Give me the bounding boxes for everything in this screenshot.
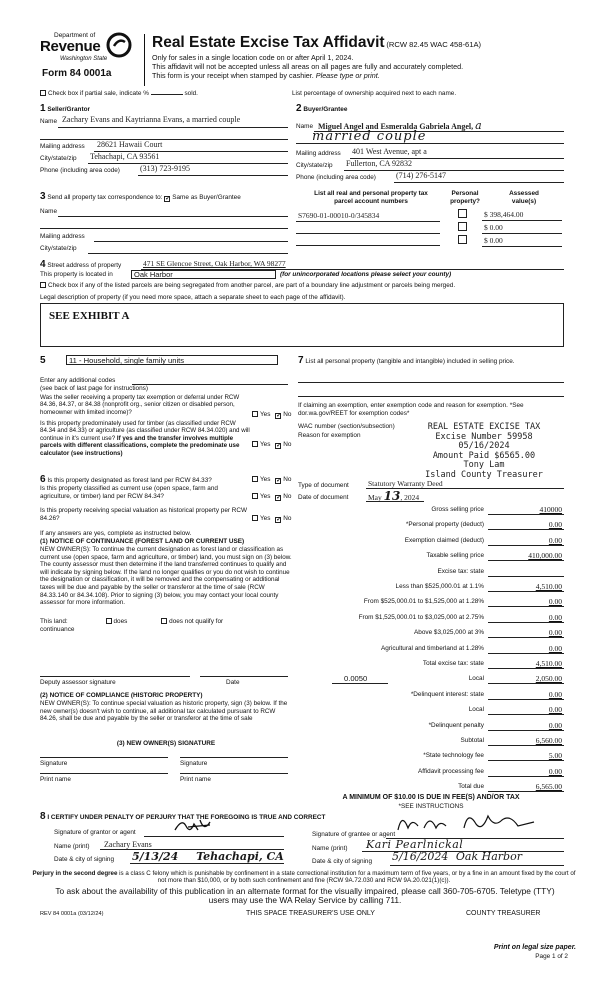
new-owner-sig-line-2[interactable] [180,757,288,758]
calc-label-17: Affidavit processing fee [418,767,484,775]
form-rcw: (RCW 82.45 WAC 458-61A) [386,40,482,49]
grantee-date-field[interactable]: 5/16/2024 Oak Harbor [392,850,522,863]
sec5-q1-answers: Yes ✓ No [252,411,291,419]
sec6-q3-yes-checkbox[interactable] [252,515,258,521]
calc-value-15[interactable]: 6,560.00 [535,736,562,745]
calc-value-11[interactable]: 2,050.00 [535,674,562,684]
sec5-q1: Was the seller receiving a property tax exemption or deferral under RCW 84.36, 84.37, or 84.38 (nonprofit org., senior citizen or disabled person, homeowner with limited income)? [40,394,240,416]
calc-label-10: Total excise tax: state [422,660,484,667]
calc-value-17[interactable]: 0.00 [548,766,562,776]
grantor-date-label: Date & city of signing [54,856,115,863]
property-street-row: 4 Street address of property [40,259,122,270]
grantee-name-field[interactable]: Kari Pearlnickal [366,838,464,851]
dor-logo [40,30,140,88]
parcel-value-1[interactable]: $ 398,464.00 [484,210,524,219]
seller-city-label: City/state/zip [40,155,77,162]
buyer-name-field[interactable]: Miguel Angel and Esmeralda Gabriela Angel, a [318,119,482,132]
seller-mail-label: Mailing address [40,143,85,150]
property-street-field[interactable]: 471 SE Glencoe Street, Oak Harbor, WA 98277 [143,259,286,268]
calc-rule-16 [488,760,564,761]
parcel-row-1-line [296,221,440,222]
calc-label-0: Gross selling price [431,506,484,513]
buyer-mail-label: Mailing address [296,150,341,157]
calc-value-5[interactable]: 4,510.00 [535,582,562,591]
calc-value-13[interactable]: 0.00 [548,705,562,715]
doc-date-field[interactable]: May 13, 2024 [368,489,420,503]
sig-grantor-label: Signature of grantor or agent [54,829,136,836]
calc-value-18[interactable]: 6,565.00 [535,782,562,792]
signature-label-1: Signature [40,760,68,767]
calc-label-5: Less than $525,000.01 at 1.1% [395,583,484,590]
dept-label: Department of [54,32,96,39]
partial-sale-checkbox[interactable] [40,90,46,96]
seller-name-label: Name [40,118,58,125]
doc-type-field[interactable]: Statutory Warranty Deed [368,479,443,488]
sec5-q2: Is this property predominately used for timber (as classified under RCW 84.34 and 84.33) or agriculture (as classified under RCW 84.34.020) and will continue in it's current use? If yes and the transfer involves multiple parcels with different classifications, complete the predominate use calculator (see instructions) [40,420,250,457]
notice1-title: (1) NOTICE OF CONTINUANCE (FOREST LAND OR CURRENT USE) [40,538,245,545]
sec6-if-yes: If any answers are yes, complete as instructed below. [40,530,192,537]
personal-property-line-2[interactable] [298,396,564,397]
calc-rule-12 [488,699,564,700]
stamp-line-1: REAL ESTATE EXCISE TAX [427,422,541,432]
buyer-phone-field[interactable]: (714) 276-5147 [396,171,446,180]
this-land-row: This land: does does not qualify for [40,618,224,625]
calc-rule-7 [488,622,564,623]
seller-mail-field[interactable]: 28621 Hawaii Court [97,140,163,149]
assessor-sig-label: Deputy assessor signature [40,679,116,686]
calc-value-7[interactable]: 0.00 [548,612,562,622]
property-located-select[interactable]: Oak Harbor [131,270,276,279]
calc-value-10[interactable]: 4,510.00 [535,659,562,668]
calc-value-8[interactable]: 0.00 [548,628,562,638]
corr-name-label: Name [40,208,58,215]
parcel-personal-checkbox-2[interactable] [458,222,467,231]
header-divider [144,34,145,86]
parcel-personal-checkbox-3[interactable] [458,235,467,244]
calc-label-4: Excise tax: state [437,567,484,575]
sec7-heading: 7 List all personal property (tangible and intangible) included in selling price. [298,355,515,366]
additional-codes-line[interactable] [132,384,288,385]
calc-label-1: *Personal property (deduct) [405,521,484,529]
stamp-line-2: Excise Number 59958 [435,431,533,442]
calc-rule-4 [488,576,564,577]
see-instructions: *SEE INSTRUCTIONS [398,803,464,810]
grantor-name-field[interactable]: Zachary Evans [104,840,152,849]
calc-rule-14 [488,730,564,731]
use-code-select[interactable]: 11 - Household, single family units [66,355,278,365]
see-back-label: (see back of last page for instructions) [40,385,148,392]
calc-rule-10 [488,668,564,669]
local-rate-line [332,683,388,684]
grantor-sig-line [144,836,284,837]
seller-name-field[interactable]: Zachary Evans and Kaytrianna Evans, a married couple [62,115,241,124]
legal-description-box[interactable] [40,303,564,347]
calc-rule-8 [488,637,564,638]
calc-rule-15 [488,745,564,746]
stamp-line-5: Tony Lam [463,460,505,471]
partial-sale-row: Check box if partial sale, indicate % sold. [40,90,198,98]
seller-phone-label: Phone (including area code) [40,167,120,174]
stamp-line-6: Island County Treasurer [425,469,543,480]
legal-paper-note: Print on legal size paper. [493,944,576,951]
calc-label-8: Above $3,025,000 at 3% [414,629,484,637]
calc-value-9[interactable]: 0.00 [548,643,562,653]
doc-date-label: Date of document [298,494,349,501]
sec5-q1-yes-checkbox[interactable] [252,411,258,417]
grantor-date-line [130,863,284,864]
local-rate-field[interactable]: 0.0050 [344,674,368,684]
parcel-col-assessed: Assessed value(s) [509,190,539,205]
property-located-label: This property is located in [40,271,113,278]
sec6-q1-answers: Yes ✓ No [252,476,291,484]
calc-label-13: Local [468,706,484,714]
calc-rule-1 [488,529,564,530]
assessor-date-label: Date [226,679,240,686]
notice1-body: NEW OWNER(S): To continue the current designation as forest land or classification as current use (open space, farm and agriculture, or timber) land, you must sign on (3) below. The county assessor must then determine if the land transferred continues to qualify and will indicate by signing below. If the land no longer qualifies or you do not wish to continue the designation or classification, it will be removed and the compensating or additional taxes will be due and payable by the seller or transferor at the time of sale (RCW 84.33.140 or 84.34.108). Prior to signing (3) below, you may contact your local county assessor for more information. [40,546,292,607]
signature-label-2: Signature [180,760,208,767]
parcel-account-1[interactable]: S7690-01-00010-0/345834 [298,211,380,220]
calc-label-7: From $1,525,000.01 to $3,025,000 at 2.75% [358,613,484,621]
assessor-sig-line[interactable] [40,676,190,677]
calc-value-6[interactable]: 0.00 [548,597,562,607]
assessor-date-line[interactable] [200,676,288,677]
buyer-phone-line [394,182,564,183]
calc-rule-13 [488,714,564,715]
calc-label-16: *State technology fee [423,752,484,760]
buyer-city-field[interactable]: Fullerton, CA 92832 [346,159,413,168]
calc-label-18: Total due [458,783,484,791]
segregated-row: Check box if any of the listed parcels are being segregated from another parcel, are part of a boundary line adjustment or parcels being merged. [40,282,455,290]
calc-label-12: *Delinquent interest: state [410,690,484,698]
calc-rule-17 [488,776,564,777]
seller-name-line [58,127,288,128]
sec6-q3-answers: Yes ✓ No [252,515,291,523]
calc-rule-2 [488,545,564,546]
parcel-col-personal: Personal property? [450,190,480,205]
sec6-q2-answers: Yes ✓ No [252,493,291,501]
perjury-statement: Perjury in the second degree is a class C felony which is punishable by confinement in a state correctional institution for a maximum term of five years, or by a fine in an amount fixed by the court of not more than $10,000, or by both such confinement and fine (RCW 9A.72.030 and RCW 9A.20.021(1)(c)). [32,870,576,885]
additional-codes-label: Enter any additional codes [40,377,116,384]
notice2-title: (2) NOTICE OF COMPLIANCE (HISTORIC PROPERTY) [40,692,203,699]
parcel-value-2[interactable]: $ 0.00 [484,223,503,232]
calc-rule-6 [488,606,564,607]
header-line-3: This form is your receipt when stamped by cashier. Please type or print. [152,71,380,80]
buyer-mail-field[interactable]: 401 West Avenue, apt a [352,147,427,156]
buyer-name-field-2[interactable]: married couple [312,129,427,144]
exemption-text: If claiming an exemption, enter exemption code and reason for exemption. *See dor.wa.gov/REET for exemption codes* [298,402,524,417]
new-owner-sig-title: (3) NEW OWNER(S) SIGNATURE [116,740,216,747]
header-line-1: Only for sales in a single location code on or after April 1, 2024. [152,53,354,62]
calc-rule-11 [488,683,564,684]
sec6-q2-no-checkbox[interactable] [275,495,281,501]
grantor-date-field[interactable]: 5/13/24 Tehachapi, CA [132,850,284,863]
sec6-q2-yes-checkbox[interactable] [252,493,258,499]
treasurer-use-label: THIS SPACE TREASURER'S USE ONLY [246,910,375,917]
segregated-checkbox[interactable] [40,282,46,288]
sec6-q2: Is this property classified as current use (open space, farm and agriculture, or timber) land per RCW 84.34? [40,485,218,500]
personal-property-line-1[interactable] [298,382,564,383]
correspondence-heading: 3 Send all property tax correspondence to: ✓ Same as Buyer/Grantee [40,191,241,203]
calc-value-3[interactable]: 410,000.00 [528,551,562,561]
treasurer-stamp [400,423,568,480]
seller-phone-line [138,175,288,176]
dor-swirl-icon [106,32,132,58]
revenue-label: Revenue [40,38,101,55]
sec6-q3-no-checkbox[interactable] [275,517,281,523]
sec6-q1: 6 Is this property designated as forest land per RCW 84.33? [40,474,212,485]
grantee-signature[interactable] [394,810,554,838]
calc-label-6: From $525,000.01 to $1,525,000 at 1.28% [363,598,484,606]
header-line-2: This affidavit will not be accepted unless all areas on all pages are fully and accurately completed. [152,62,464,71]
buyer-phone-label: Phone (including area code) [296,174,376,181]
new-owner-sig-line-1[interactable] [40,757,168,758]
accessibility-statement: To ask about the availability of this publication in an alternate format for the visually impaired, please call 360-705-6705. Teletype (TTY) users may use the WA Relay Service by calling 711. [55,886,555,905]
calc-rule-0 [488,514,564,515]
parcel-personal-checkbox-1[interactable] [458,209,467,218]
buyer-name-label: Name [296,123,314,130]
does-qualify-checkbox[interactable] [106,618,112,624]
sec5-q2-no-checkbox[interactable] [275,443,281,449]
parcel-value-1-line [482,220,562,221]
same-as-buyer-checkbox[interactable] [164,196,170,202]
sec6-q1-yes-checkbox[interactable] [252,476,258,482]
calc-value-1[interactable]: 0.00 [548,520,562,530]
grantee-date-label: Date & city of signing [312,858,373,865]
sec6-q3: Is this property receiving special valuation as historical property per RCW 84.26? [40,507,248,522]
sec5-number: 5 [40,355,46,366]
grantee-name-label: Name (print) [312,845,348,852]
seller-name-line-2 [40,139,288,140]
county-treasurer-label: COUNTY TREASURER [466,910,541,917]
corr-city-label: City/state/zip [40,245,77,252]
continuance-label: continuance [40,626,75,633]
sec5-q2-yes-checkbox[interactable] [252,441,258,447]
legal-description-value: SEE EXHIBIT A [49,310,130,322]
calc-rule-18 [488,791,564,792]
parcel-col-accounts: List all real and personal property tax parcel account numbers [314,190,428,205]
does-not-qualify-checkbox[interactable] [161,618,167,624]
calc-value-0[interactable]: 410000 [539,505,562,514]
corr-name-line[interactable] [58,216,288,217]
page-number: Page 1 of 2 [535,953,568,960]
calc-value-16[interactable]: 5.00 [548,751,562,761]
corr-mail-label: Mailing address [40,233,85,240]
print-name-label-2: Print name [180,776,211,783]
parcel-value-3-line [482,246,562,247]
grantor-name-label: Name (print) [54,843,90,850]
doc-type-label: Type of document [298,482,349,489]
certify-row: 8 I CERTIFY UNDER PENALTY OF PERJURY THAT THE FOREGOING IS TRUE AND CORRECT [40,811,326,822]
corr-name-line-2 [40,228,288,229]
print-name-line-1[interactable] [40,773,168,774]
sec6-q1-no-checkbox[interactable] [275,478,281,484]
stamp-line-3: 05/16/2024 [458,441,510,452]
corr-city-line[interactable] [88,253,288,254]
stamp-line-4: Amount Paid $6565.00 [432,450,536,461]
property-located-note: (for unincorporated locations please select your county) [280,271,452,278]
calc-label-2: Exemption claimed (deduct) [404,536,484,544]
minimum-due: A MINIMUM OF $10.00 IS DUE IN FEE(S) AND/OR TAX [342,794,520,801]
parcel-row-3-line [296,245,440,246]
calc-label-14: *Delinquent penalty [428,721,484,729]
calc-label-9: Agricultural and timberland at 1.28% [380,644,484,652]
form-number: Form 84 0001a [42,68,112,79]
parcel-value-2-line [482,233,562,234]
calc-value-12[interactable]: 0.00 [548,689,562,699]
calc-label-3: Taxable selling price [426,552,484,560]
sig-grantee-label: Signature of grantee or agent [312,831,396,838]
wac-label: WAC number (section/subsection) [298,423,395,430]
calc-rule-5 [488,591,564,592]
calc-label-15: Subtotal [460,737,484,744]
seller-heading: 1 Seller/Grantor [40,103,90,114]
calc-value-2[interactable]: 0.00 [548,535,562,545]
seller-city-field[interactable]: Tehachapi, CA 93561 [90,152,160,161]
buyer-name-line-2 [296,143,564,144]
calc-rule-9 [488,653,564,654]
grantor-signature[interactable] [170,816,230,836]
parcel-value-3[interactable]: $ 0.00 [484,236,503,245]
parcel-row-2-line [296,233,440,234]
revision-label: REV 84 0001a (03/12/24) [40,911,104,917]
buyer-city-label: City/state/zip [296,162,333,169]
sec5-q2-answers: Yes ✓ No [252,441,291,449]
state-label: Washington State [60,56,108,62]
seller-phone-field[interactable]: (313) 723-9195 [140,164,190,173]
sec5-q1-no-checkbox[interactable] [275,413,281,419]
form-title-row [152,34,481,53]
calc-rule-3 [488,560,564,561]
reason-label: Reason for exemption [298,432,361,439]
notice2-body: NEW OWNER(S): To continue special valuation as historic property, sign (3) below. If the new owner(s) doesn't wish to continue, all additional tax calculated pursuant to RCW 84.26, shall be due and payable by the seller or transferor at the time of sale [40,700,288,723]
legal-description-label: Legal description of property (if you need more space, attach a separate sheet to each page of the affidavit). [40,294,346,301]
corr-mail-line[interactable] [94,241,288,242]
print-name-label-1: Print name [40,776,71,783]
list-percentage-note: List percentage of ownership acquired next to each name. [292,90,457,97]
buyer-city-line [344,170,564,171]
calc-label-11: Local [468,675,484,683]
doc-date-line [366,501,424,502]
buyer-heading: 2 Buyer/Grantee [296,103,348,114]
grantee-date-line [390,865,564,866]
calc-value-14[interactable]: 0.00 [548,720,562,730]
print-name-line-2[interactable] [180,773,288,774]
form-title: Real Estate Excise Tax Affidavit [152,34,385,51]
